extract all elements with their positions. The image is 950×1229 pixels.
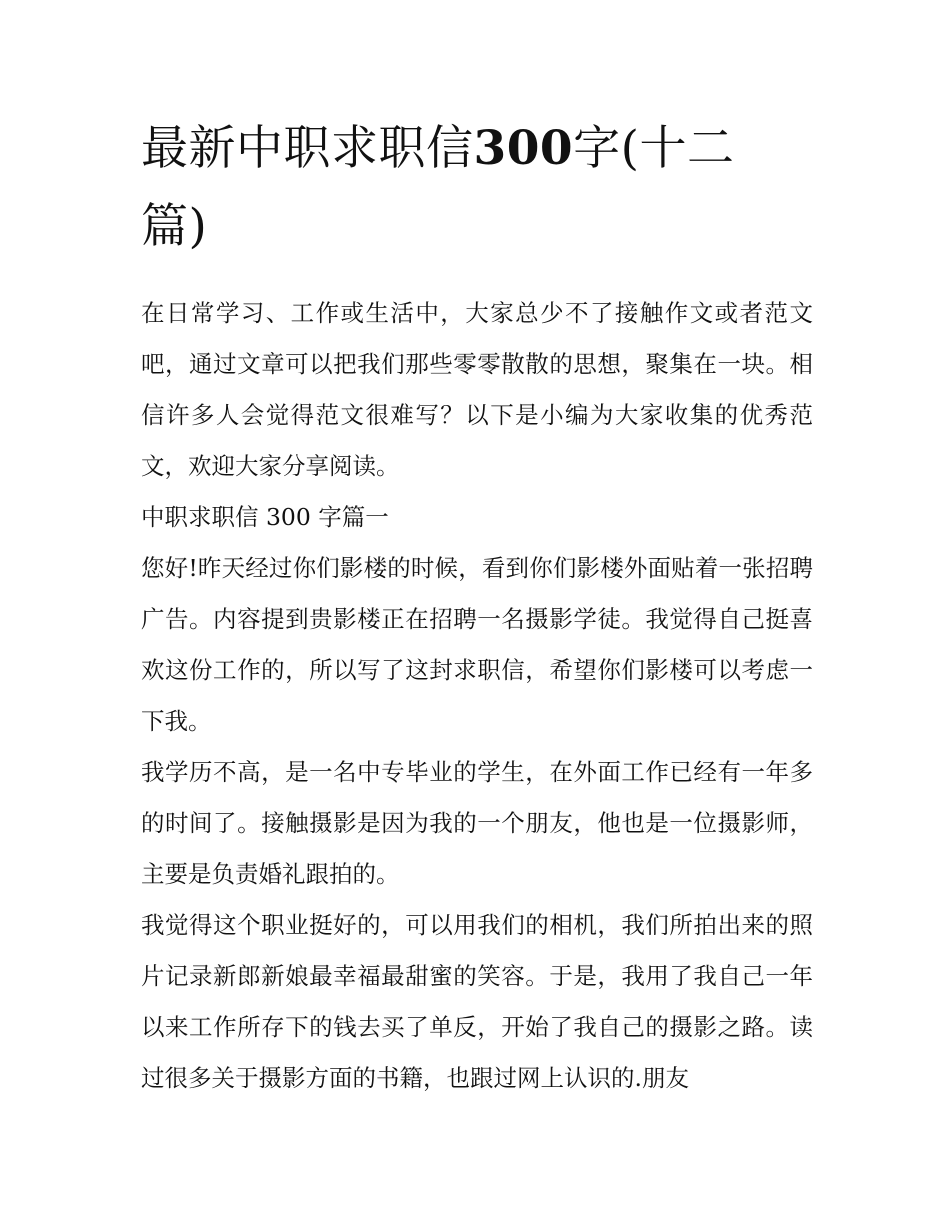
document-title [141, 110, 781, 266]
body-paragraph: 我学历不高，是一名中专毕业的学生，在外面工作已经有一年多的时间了。接触摄影是因为我的一个朋友，他也是一位摄影师，主要是负责婚礼跟拍的。 [141, 758, 813, 888]
document-body [141, 110, 813, 1104]
title-text-part2: 字(十二篇) [141, 121, 735, 254]
section-heading: 中职求职信 300 字篇一 [141, 503, 389, 531]
title-number: 300 [473, 121, 574, 176]
intro-paragraph: 在日常学习、工作或生活中，大家总少不了接触作文或者范文吧，通过文章可以把我们那些零零散散的思想，聚集在一块。相信许多人会觉得范文很难写？以下是小编为大家收集的优秀范文，欢迎大家分享阅读。 [141, 299, 813, 480]
body-paragraph: 我觉得这个职业挺好的，可以用我们的相机，我们所拍出来的照片记录新郎新娘最幸福最甜蜜的笑容。于是，我用了我自己一年以来工作所存下的钱去买了单反，开始了我自己的摄影之路。读过很多关于摄影方面的书籍，也跟过网上认识的.朋友 [141, 911, 813, 1092]
body-paragraph: 您好!昨天经过你们影楼的时候，看到你们影楼外面贴着一张招聘广告。内容提到贵影楼正在招聘一名摄影学徒。我觉得自己挺喜欢这份工作的，所以写了这封求职信，希望你们影楼可以考虑一下我。 [141, 554, 813, 735]
title-text-part1: 最新中职求职信 [141, 121, 474, 176]
